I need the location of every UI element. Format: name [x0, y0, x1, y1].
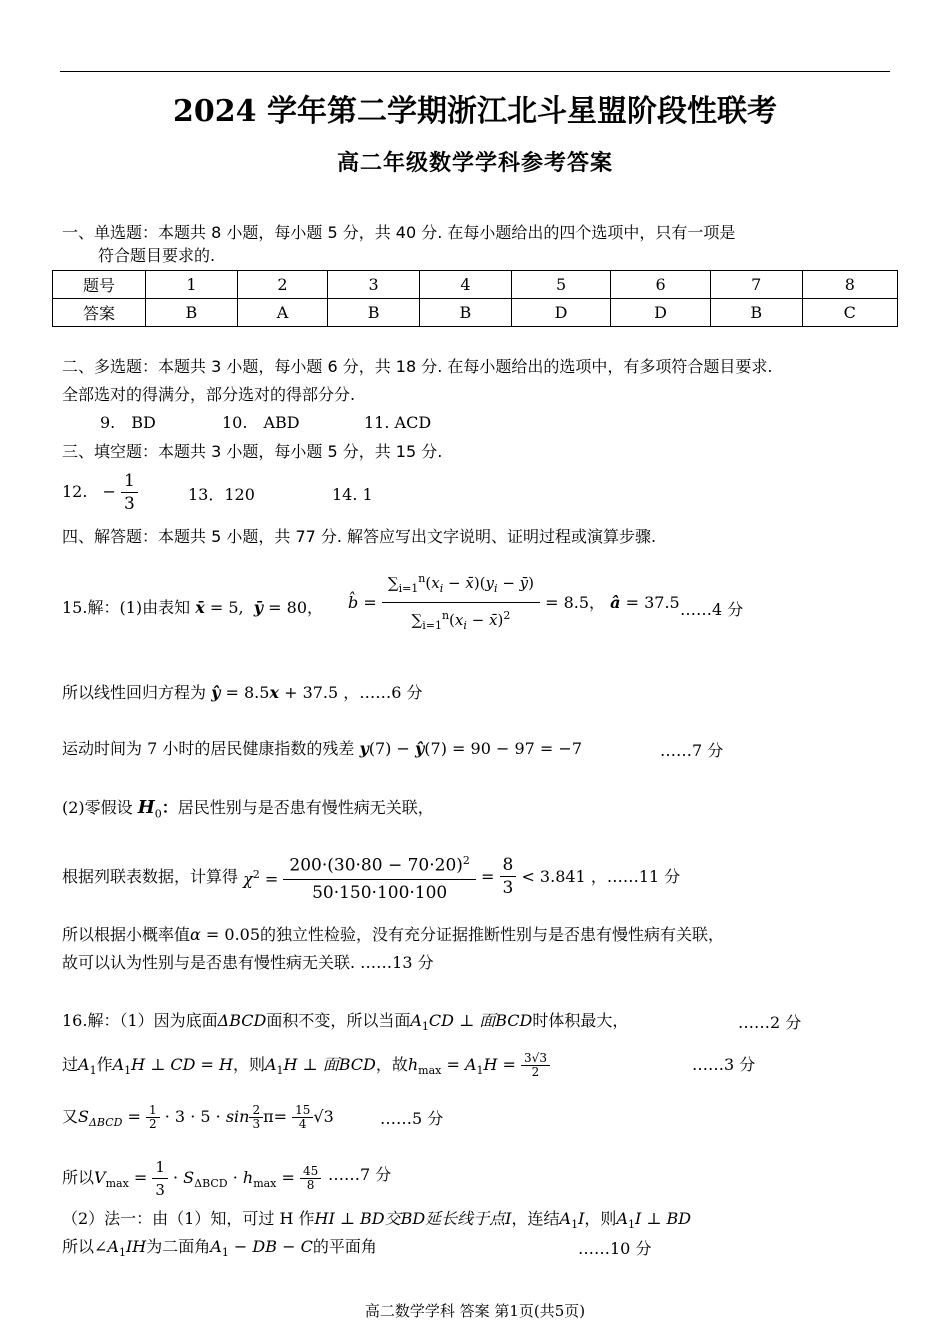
- answer-cell: C: [802, 299, 897, 327]
- answer-cell: B: [710, 299, 802, 327]
- section1-heading-cont: 符合题目要求的.: [98, 246, 216, 265]
- section2-heading: 二、多选题：本题共 3 小题，每小题 6 分，共 18 分. 在每小题给出的选项中，有多项符合题目要求.: [62, 357, 773, 376]
- fraction-numerator: 1: [121, 470, 138, 493]
- q16-score-10: ……10 分: [578, 1239, 652, 1258]
- q15-score-4: ……4 分: [680, 600, 744, 619]
- q16-score-7: ……7 分: [328, 1165, 392, 1184]
- fraction-denominator: 3: [124, 494, 135, 514]
- q12-fraction: [121, 470, 138, 515]
- q15-score-6: ，……6 分: [343, 683, 423, 702]
- answer-cell: B: [328, 299, 420, 327]
- section4-heading: 四、解答题：本题共 5 小题，共 77 分. 解答应写出文字说明、证明过程或演算步骤.: [62, 527, 657, 546]
- q16-line2: 过$A_1$作$A_1H$ ⊥ CD = H，则$A_1H$ ⊥ 面BCD，故$h_{max} = A_1H$ = $\frac{3√3}{2}$: [62, 1052, 550, 1082]
- regression-slope-formula: b̂ = $\frac{\sum_{i=1}^n(x_i - x̄)(y_i - ȳ)}{\sum_{i=1}^n(x_i - x̄)^2}$ = 8.5， â = 37.5: [348, 566, 680, 656]
- table-row: [53, 299, 898, 327]
- regression-equation: ŷ = 8.5x + 37.5: [211, 683, 339, 702]
- top-rule: [60, 71, 890, 72]
- row-label: 题号: [53, 271, 146, 299]
- q16-score-5: ……5 分: [380, 1109, 444, 1128]
- q12-sign: −: [102, 482, 116, 501]
- chi-square-intro: 根据列联表数据，计算得: [62, 866, 239, 886]
- section1-heading: 一、单选题：本题共 8 小题，每小题 5 分，共 40 分. 在每小题给出的四个选项中，只有一项是: [62, 223, 736, 242]
- slope-fraction: $\frac{\sum_{i=1}^n(x_i - x̄)(y_i - ȳ)}{\sum_{i=1}^n(x_i - x̄)^2}$: [382, 566, 540, 639]
- hypothesis-intro: (2)零假设: [62, 798, 133, 817]
- answer-cell: D: [611, 299, 710, 327]
- chi-square-fraction: $\frac{200\cdot(30\cdot 80 - 70\cdot 20)^2}{50\cdot 150\cdot 100\cdot 100}$: [283, 848, 476, 906]
- residual-formula: y(7) − ŷ(7) = 90 − 97 = −7: [359, 739, 582, 758]
- q16-line4: 所以$V_{max}$ = $\frac{1}{3}$ · $S_{\Delta BCD} \cdot h_{max}$ = $\frac{45}{8}$: [62, 1156, 321, 1198]
- question-number: 1: [146, 271, 238, 299]
- answer-cell: B: [146, 299, 238, 327]
- q15-intro: 15.解：(1)由表知: [62, 598, 191, 617]
- regression-intro: 所以线性回归方程为: [62, 683, 207, 702]
- exam-title: 2024 学年第二学期浙江北斗星盟阶段性联考: [173, 94, 777, 129]
- exam-subtitle: 高二年级数学学科参考答案: [336, 151, 613, 176]
- question-number: 6: [611, 271, 710, 299]
- q12-label: 12.: [62, 482, 88, 501]
- row-label: 答案: [53, 299, 146, 327]
- section2-heading-cont: 全部选对的得满分，部分选对的得部分分.: [62, 385, 356, 404]
- h0-symbol: $H_0$: [137, 797, 162, 821]
- q16-line3: 又$S_{\Delta BCD}$ = $\frac{1}{2}$ · 3 · 5 · sin $\frac{2}{3}$ π= $\frac{15}{4}$ √3: [62, 1103, 334, 1131]
- q16-score-3: ……3 分: [692, 1055, 756, 1074]
- mean-formula: x̄ = 5, ȳ = 80，: [195, 598, 324, 617]
- answer-cell: A: [237, 299, 327, 327]
- answer-cell: B: [420, 299, 512, 327]
- q15-score-7: ……7 分: [660, 741, 724, 760]
- q9-answer: 9. BD: [100, 413, 156, 432]
- q15-line6: 所以根据小概率值α = 0.05的独立性检验，没有充分证据推断性别与是否患有慢性病有关联，: [62, 925, 725, 944]
- q15-line4: (2)零假设 $H_0$：居民性别与是否患有慢性病无关联，: [62, 797, 434, 821]
- q13-answer: 13．120: [188, 485, 255, 504]
- section3-heading: 三、填空题：本题共 3 小题，每小题 5 分，共 15 分.: [62, 442, 443, 461]
- q15-line3: [62, 738, 582, 760]
- q16-score-2: ……2 分: [738, 1013, 802, 1032]
- answer-cell: D: [511, 299, 610, 327]
- q11-answer: 11. ACD: [364, 413, 432, 432]
- q15-line7: 故可以认为性别与是否患有慢性病无关联. ……13 分: [62, 953, 434, 972]
- question-number: 7: [710, 271, 802, 299]
- q12-answer: [62, 470, 138, 520]
- q16-line1: 16.解：（1）因为底面ΔBCD面积不变，所以当面$A_1CD$ ⊥ 面BCD时体积最大，: [62, 1011, 629, 1034]
- q15-line2: [62, 682, 423, 704]
- q15-line5: 根据列联表数据，计算得 $\chi^2$ = $\frac{200\cdot(30\cdot 80 - 70\cdot 20)^2}{50\cdot 150\cdot 100\cdot 100}$ = $\frac{8}{3}$ < 3.841 ，……11 分: [62, 848, 680, 908]
- q16-line5: （2）法一：由（1）知，可过 H 作HI ⊥ BD交BD延长线于点I，连结$A_1I$，则$A_1I$ ⊥ BD: [62, 1209, 692, 1232]
- q15-line1: [62, 597, 323, 619]
- question-number: 4: [420, 271, 512, 299]
- q15-score-11: ，……11 分: [590, 866, 681, 886]
- question-number: 8: [802, 271, 897, 299]
- table-row: [53, 271, 898, 299]
- hypothesis-text: 居民性别与是否患有慢性病无关联，: [177, 798, 434, 817]
- question-number: 3: [328, 271, 420, 299]
- question-number: 5: [511, 271, 610, 299]
- q14-answer: 14. 1: [332, 485, 373, 504]
- question-number: 2: [237, 271, 327, 299]
- residual-intro: 运动时间为 7 小时的居民健康指数的残差: [62, 739, 355, 758]
- answer-table: [52, 270, 898, 327]
- q10-answer: 10. ABD: [222, 413, 300, 432]
- q16-line6: 所以$\angle A_1IH$为二面角$A_1$ − DB − C的平面角: [62, 1237, 377, 1260]
- page-footer: 高二数学学科 答案 第1页(共5页): [364, 1302, 586, 1320]
